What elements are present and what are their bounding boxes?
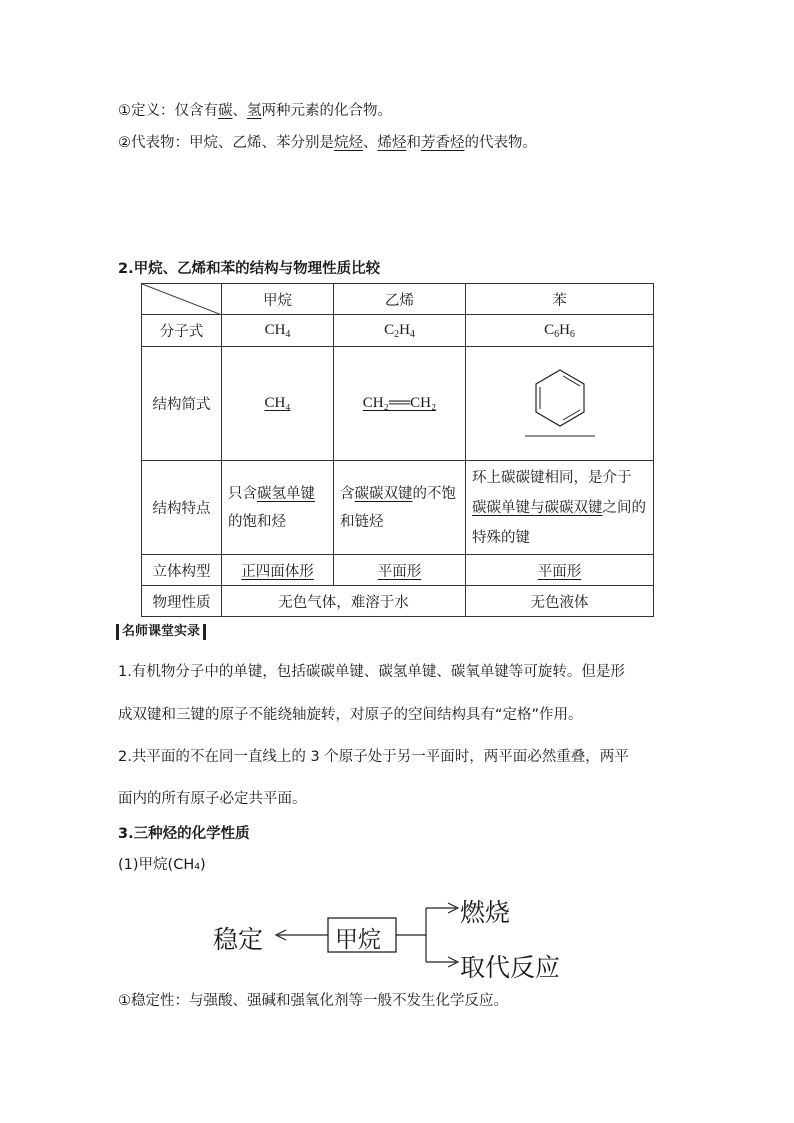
feature-methane: 只含碳氢单键 的饱和烃 [222, 461, 334, 555]
section2-title: 2.甲烷、乙烯和苯的结构与物理性质比较 [118, 261, 381, 277]
structure-benzene [466, 347, 654, 461]
definition-carbon: 碳 [218, 103, 233, 119]
table-row-structure [142, 347, 654, 461]
rep-aromatic: 芳香烃 [421, 135, 465, 151]
formula-ethylene: $C_2H_4$ [334, 315, 466, 347]
structure-methane: CH₄ [222, 347, 334, 461]
benzene-ring-icon [525, 364, 595, 444]
table-row-formula [142, 315, 654, 347]
diagram-substitution: 取代反应 [460, 953, 561, 982]
header-methane: 甲烷 [222, 284, 334, 315]
definition-hydrogen: 氢 [247, 103, 262, 119]
rep-sep1: 、 [363, 135, 378, 151]
table-header-row [142, 284, 654, 315]
diagonal-header-cell [142, 284, 222, 315]
diagram-stable: 稳定 [213, 925, 264, 954]
label-feature: 结构特点 [142, 461, 222, 555]
label-formula: 分子式 [142, 315, 222, 347]
definition-suffix: 两种元素的化合物。 [261, 103, 392, 119]
formula-benzene: $C_6H_6$ [466, 315, 654, 347]
diagram-combustion: 燃烧 [460, 898, 511, 927]
rep-alkane: 烷烃 [334, 135, 363, 151]
section3-title: 3.三种烃的化学性质 [118, 826, 250, 842]
note1-line2: 成双键和三键的原子不能绕轴旋转，对原子的空间结构具有“定格”作用。 [118, 707, 583, 723]
comparison-table [141, 283, 654, 617]
table-row-shape [142, 555, 654, 586]
definition-sep: 、 [232, 103, 247, 119]
shape-ethylene: 平面形 [334, 555, 466, 586]
shape-benzene: 平面形 [466, 555, 654, 586]
note2-line2: 面内的所有原子必定共平面。 [118, 791, 307, 807]
rep-suffix: 的代表物。 [464, 135, 537, 151]
shape-methane: 正四面体形 [222, 555, 334, 586]
rep-prefix: ②代表物：甲烷、乙烯、苯分别是 [118, 135, 334, 151]
structure-ethylene: CH₂══CH₂ [334, 347, 466, 461]
table-row-physical [142, 586, 654, 617]
note1-line1: 1.有机物分子中的单键，包括碳碳单键、碳氢单键、碳氧单键等可旋转。但是形 [118, 664, 625, 680]
label-shape: 立体构型 [142, 555, 222, 586]
teacher-notes-tag: 名师课堂实录 [116, 624, 206, 640]
representative-line [118, 133, 537, 153]
physical-benzene: 无色液体 [466, 586, 654, 617]
label-physical: 物理性质 [142, 586, 222, 617]
stability-line: ①稳定性：与强酸、强碱和强氧化剂等一般不发生化学反应。 [118, 993, 508, 1009]
diagonal-line [142, 284, 222, 315]
definition-prefix: ①定义：仅含有 [118, 103, 218, 119]
section3-subtitle: (1)甲烷(CH₄) [118, 857, 206, 873]
rep-sep2: 和 [406, 135, 421, 151]
physical-methane-ethylene: 无色气体，难溶于水 [222, 586, 466, 617]
formula-methane: $CH_4$ [222, 315, 334, 347]
rep-alkene: 烯烃 [377, 135, 407, 151]
definition-line [118, 101, 392, 121]
label-structure: 结构简式 [142, 347, 222, 461]
note2-line1: 2.共平面的不在同一直线上的 3 个原子处于另一平面时，两平面必然重叠，两平 [118, 749, 629, 765]
header-benzene: 苯 [466, 284, 654, 315]
diagram-methane-box: 甲烷 [335, 927, 381, 953]
header-ethylene: 乙烯 [334, 284, 466, 315]
feature-benzene: 环上碳碳键相同，是介于 碳碳单键与碳碳双键之间的特殊的键 [466, 461, 654, 555]
feature-ethylene: 含碳碳双键的不饱和链烃 [334, 461, 466, 555]
table-row-feature [142, 461, 654, 555]
